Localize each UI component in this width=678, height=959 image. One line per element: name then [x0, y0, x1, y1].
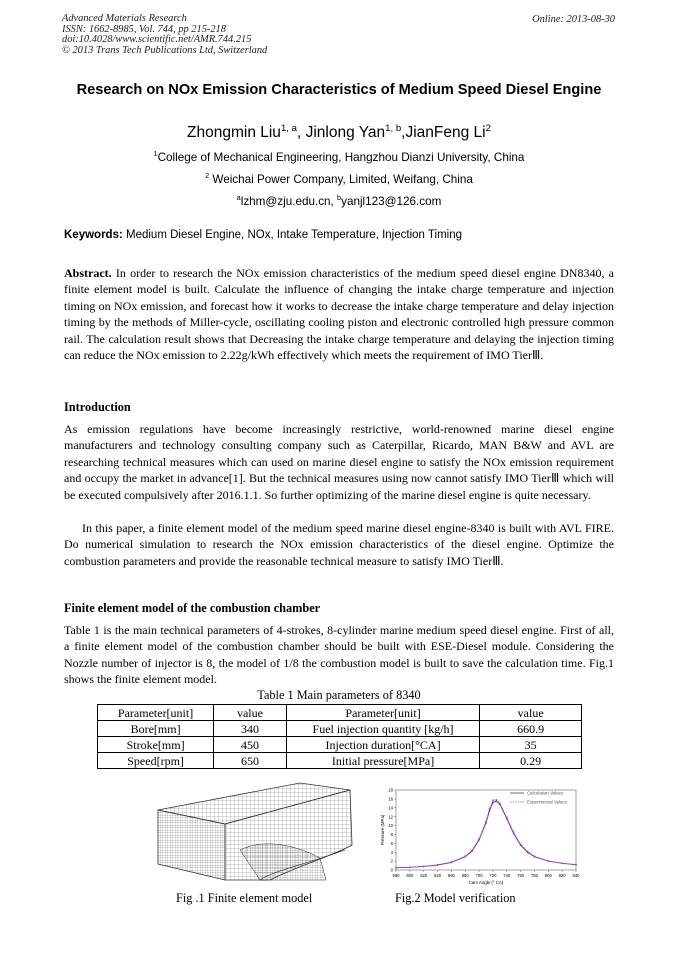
table-cell: Stroke[mm] — [98, 737, 214, 753]
x-tick-label: 720 — [489, 873, 497, 878]
series-2-point — [499, 803, 501, 805]
series-2-point — [409, 867, 411, 869]
series-2-point — [485, 820, 487, 822]
y-tick-label: 0 — [390, 867, 393, 873]
series-2-point — [437, 864, 439, 866]
y-tick-label: 4 — [390, 849, 393, 855]
table-cell: 0.29 — [480, 753, 582, 769]
x-tick-label: 600 — [406, 873, 414, 878]
keywords-text: Medium Diesel Engine, NOx, Intake Temperature, Injection Timing — [122, 229, 462, 241]
y-axis-label: Pressure (MPa) — [380, 814, 385, 846]
series-2-point — [548, 860, 550, 862]
online-date: Online: 2013-08-30 — [532, 14, 615, 25]
y-tick-label: 12 — [388, 814, 393, 820]
author-1-sup: 1, a — [280, 122, 297, 134]
table-row — [98, 721, 582, 737]
x-tick-label: 780 — [530, 873, 538, 878]
x-tick-label: 820 — [558, 873, 566, 878]
author-2: Jinlong Yan — [305, 124, 386, 141]
table-header-cell: value — [214, 705, 287, 721]
author-line — [62, 124, 616, 142]
author-2-sup: 1, b — [385, 122, 402, 134]
table-cell: 35 — [480, 737, 582, 753]
x-tick-label: 640 — [434, 873, 442, 878]
fig1-caption: Fig .1 Finite element model — [176, 891, 313, 905]
series-2-point — [496, 799, 498, 801]
table-row — [98, 753, 582, 769]
keywords — [64, 229, 614, 241]
series-2-point — [492, 799, 494, 801]
x-tick-label: 580 — [392, 873, 400, 878]
series-line-1 — [396, 801, 576, 868]
author-3: JianFeng Li — [405, 124, 486, 141]
y-tick-label: 6 — [390, 840, 393, 846]
y-tick-label: 16 — [388, 796, 393, 802]
fig2-caption: Fig.2 Model verification — [395, 891, 516, 905]
x-tick-label: 800 — [544, 873, 552, 878]
journal-header — [62, 14, 267, 56]
table-cell: 660.9 — [480, 721, 582, 737]
table-cell: Fuel injection quantity [kg/h] — [286, 721, 480, 737]
affiliation-2 — [62, 173, 616, 186]
email-line — [62, 195, 616, 208]
table-cell: Speed[rpm] — [98, 753, 214, 769]
paper-title: Research on NOx Emission Characteristics of Medium Speed Diesel Engine — [76, 82, 602, 98]
series-line-2 — [396, 800, 576, 868]
y-tick-label: 2 — [390, 858, 393, 864]
table-cell: Injection duration[°CA] — [286, 737, 480, 753]
x-tick-label: 760 — [517, 873, 525, 878]
author-separator: , — [401, 124, 406, 141]
y-tick-label: 18 — [388, 787, 393, 793]
y-tick-label: 10 — [388, 823, 393, 829]
table-cell: 340 — [214, 721, 287, 737]
author-3-sup: 2 — [485, 122, 491, 134]
parameters-table — [97, 704, 582, 769]
series-2-point — [561, 863, 563, 865]
author-1: Zhongmin Liu — [187, 124, 281, 141]
series-2-point — [464, 855, 466, 857]
intro-heading: Introduction — [64, 400, 131, 414]
table-header-row — [98, 705, 582, 721]
series-2-point — [478, 838, 480, 840]
issn: ISSN: 1662-8985, Vol. 744, pp 215-218 — [62, 23, 226, 35]
abstract-label: Abstract. — [64, 266, 112, 280]
series-2-point — [534, 855, 536, 857]
series-2-point — [489, 808, 491, 810]
series-2-point — [395, 867, 397, 869]
legend-label-1: Calculation Values — [527, 790, 564, 796]
affiliation-1-text: College of Mechanical Engineering, Hangzhou Dianzi University, China — [157, 151, 525, 164]
author-separator: , — [296, 124, 306, 141]
table-cell: 650 — [214, 753, 287, 769]
series-2-point — [423, 866, 425, 868]
table-caption: Table 1 Main parameters of 8340 — [257, 688, 421, 702]
series-2-point — [471, 849, 473, 851]
x-tick-label: 840 — [572, 873, 580, 878]
table-header-cell: value — [480, 705, 582, 721]
x-tick-label: 740 — [503, 873, 511, 878]
table-row — [98, 737, 582, 753]
affiliation-2-sup: 2 — [205, 171, 210, 181]
series-2-point — [451, 861, 453, 863]
email-b[interactable]: yanjl123@126.com — [341, 195, 442, 208]
affiliation-1-sup: 1 — [153, 149, 158, 159]
series-2-point — [506, 816, 508, 818]
affiliation-2-text: Weichai Power Company, Limited, Weifang, China — [209, 173, 473, 186]
x-tick-label: 700 — [475, 873, 483, 878]
series-2-point — [520, 843, 522, 845]
x-axis-label: Cam Angle (° CA) — [468, 880, 504, 885]
copyright: © 2013 Trans Tech Publications Ltd, Switzerland — [62, 44, 268, 56]
affiliation-1 — [62, 151, 616, 164]
x-tick-label: 620 — [420, 873, 428, 878]
table-cell: Bore[mm] — [98, 721, 214, 737]
email-a[interactable]: lzhm@zju.edu.cn, — [240, 195, 338, 208]
journal-name: Advanced Materials Research — [62, 13, 187, 24]
model-verification-chart — [378, 784, 583, 890]
keywords-label: Keywords: — [64, 229, 123, 241]
table-cell: 450 — [214, 737, 287, 753]
email-a-sup: a — [236, 193, 241, 203]
series-2-point — [527, 851, 529, 853]
y-tick-label: 8 — [390, 832, 393, 838]
finite-element-mesh-figure — [150, 780, 360, 890]
fem-heading: Finite element model of the combustion chamber — [64, 601, 321, 615]
series-2-point — [575, 864, 577, 866]
doi: doi:10.4028/www.scientific.net/AMR.744.215 — [62, 34, 252, 45]
x-tick-label: 660 — [447, 873, 455, 878]
y-tick-label: 14 — [388, 805, 393, 811]
series-2-point — [513, 831, 515, 833]
intro-paragraph-2: In this paper, a finite element model of the medium speed marine diesel engine-8340 is built with AVL FIRE. Do numerical simulation to research the NOx emission characteristics of the diesel engine. Optimize the combustion parameters and provide the reasonable technical measure to satisfy IMO TierⅢ. — [64, 521, 614, 568]
table-cell: Initial pressure[MPa] — [286, 753, 480, 769]
fem-paragraph-1: Table 1 is the main technical parameters of 4-strokes, 8-cylinder marine medium speed diesel engine. First of all, a finite element model of the combustion chamber should be built with ESE-Diesel module. Considering the Nozzle number of injector is 8, the model of 1/8 the combustion model is built to save the calculation time. Fig.1 shows the finite element model. — [64, 623, 614, 687]
table-header-cell: Parameter[unit] — [286, 705, 480, 721]
table-header-cell: Parameter[unit] — [98, 705, 214, 721]
abstract — [64, 265, 614, 363]
legend-label-2: Experimental Values — [527, 799, 567, 805]
email-b-sup: b — [337, 193, 342, 203]
abstract-text: In order to research the NOx emission characteristics of the medium speed diesel engine DN8340, a finite element model is built. Calculate the influence of changing the intake charge temperature and injection timing on NOx emission, and forecast how it works to decrease the intake charge temperature and delay injection timing by the methods of Miller-cycle, oscillating cooling piston and electronic controlled high pressure common rail. The calculation result shows that Decreasing the intake charge temperature and delaying the injection timing can reduce the NOx emission to 2.22g/kWh effectively which meets the requirement of IMO TierⅢ. — [64, 266, 614, 363]
x-tick-label: 680 — [461, 873, 469, 878]
intro-paragraph-1: As emission regulations have become increasingly restrictive, world-renowned marine diesel engine manufacturers and technology consulting company such as Caterpillar, Ricardo, MAN B&W and AVL are researching technical measures which can used on marine diesel engine to satisfy the NOx emission requirement and occupy the market in advance[1]. But the technical measures using now cannot satisfy IMO TierⅢ which will be executed compulsively after 2016.1.1. So further optimizing of the marine diesel engine is quite necessary. — [64, 422, 614, 502]
